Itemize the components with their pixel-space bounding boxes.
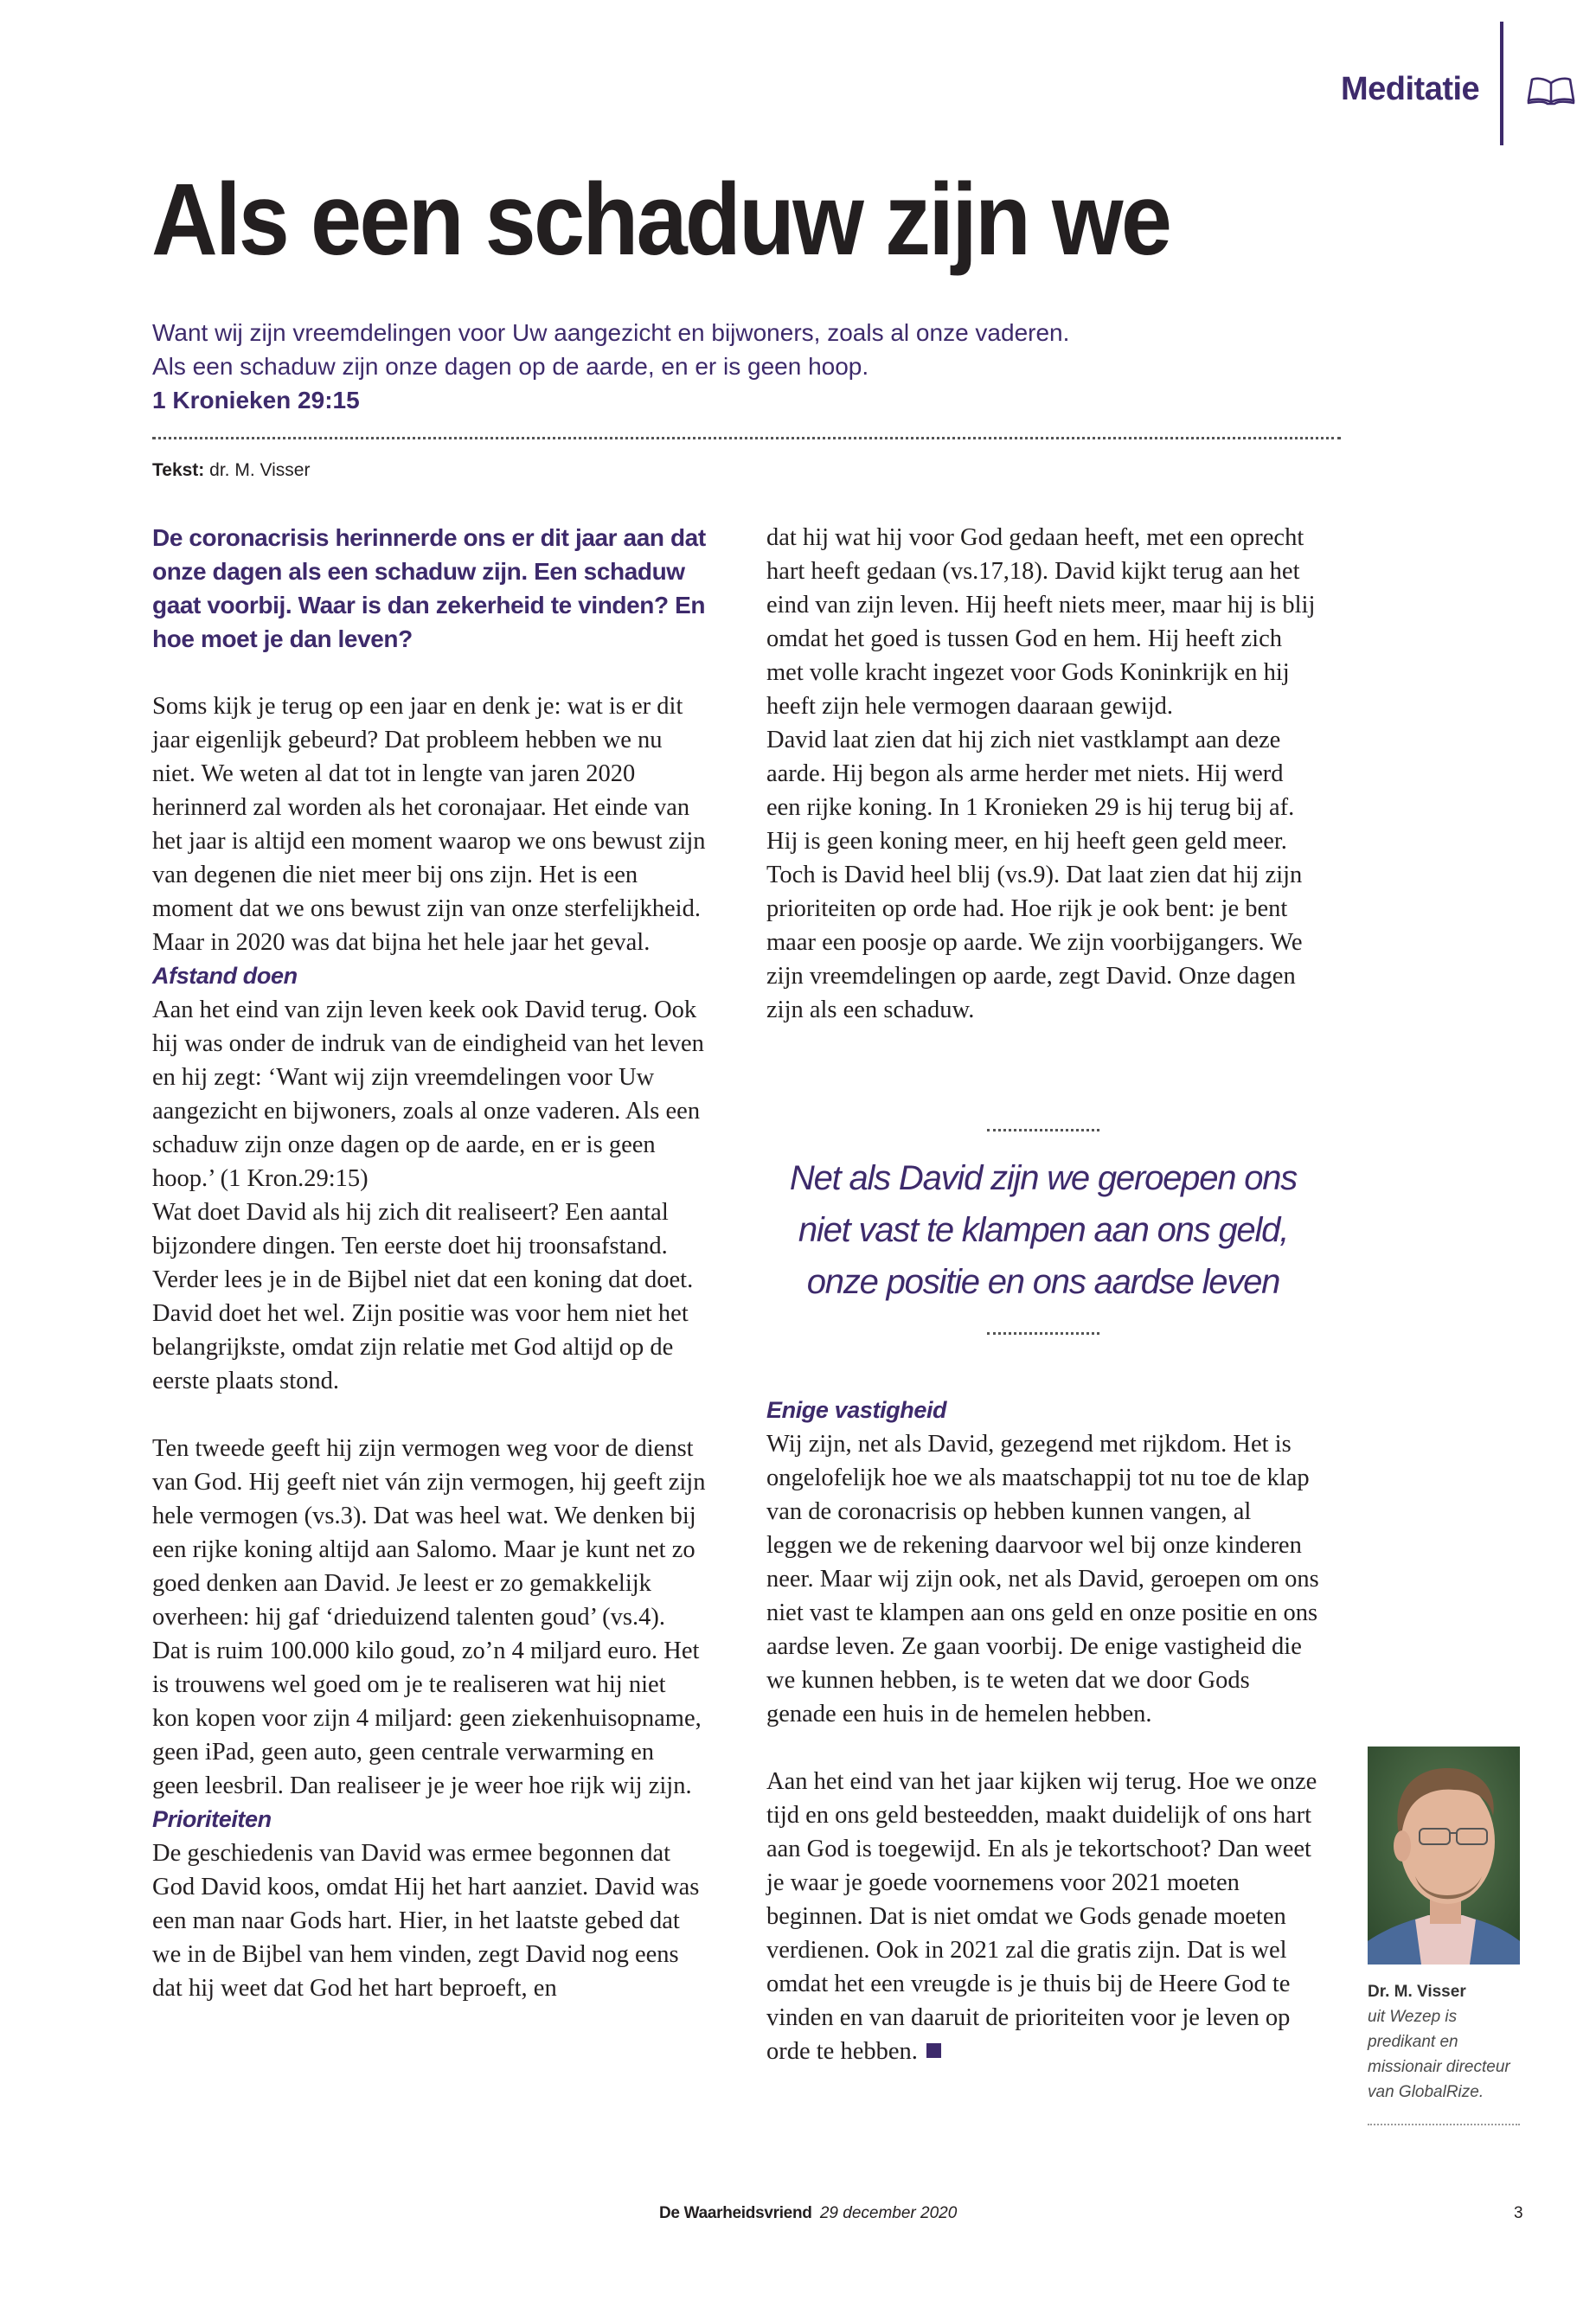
body-paragraph: Aan het eind van zijn leven keek ook David terug. Ook hij was onder de indruk van de eindigheid van het leven en hij zegt: ‘Want wij zijn vreemdelingen voor Uw aangezicht en bijwoners, zoals al onze vaderen. Als een schaduw zijn onze dagen op de aarde, en er is geen hoop.’ (1 Kron.29:15) [152,997,704,1192]
dotted-divider [1368,2124,1520,2125]
dotted-divider [987,1129,1099,1131]
byline-author: dr. M. Visser [209,460,311,480]
subheading: Afstand doen [152,963,298,989]
body-paragraph: Soms kijk je terug op een jaar en denk je: wat is er dit jaar eigenlijk gebeurd? Dat probleem hebben we nu niet. We weten al dat tot in lengte van jaren 2020 herinnerd zal worden als het coronajaar. Het einde van het jaar is altijd een moment waarop we ons bewust zijn van degenen die niet meer bij ons zijn. Het is een moment dat we ons bewust zijn van onze sterfelijkheid. Maar in 2020 was dat bijna het hele jaar het geval. [152,693,706,956]
pull-quote-text: Net als David zijn we geroepen ons niet vast te klampen aan ons geld, onze positie en ons aardse leven [789,1159,1298,1301]
publication-name: De Waarheidsvriend [659,2204,812,2222]
subheading: Prioriteiten [152,1806,272,1832]
author-caption [1368,1979,1523,2105]
byline-label: Tekst: [152,460,205,480]
end-mark-icon [926,2043,941,2058]
portrait-illustration [1368,1747,1520,1965]
article-title: Als een schaduw zijn we [151,163,1170,277]
pull-quote [766,1129,1320,1335]
byline [152,460,310,481]
closing-text: Aan het eind van het jaar kijken wij terug. Hoe we onze tijd en ons geld besteedden, maakt duidelijk of ons hart aan God is toegewijd. En als je tekortschoot? Dan weet je waar je goede voornemens voor 2021 moeten beginnen. Dat is niet omdat we Gods genade moeten verdienen. Ook in 2021 zal die gratis zijn. Dat is wel omdat het een vreugde is je thuis bij de Heere God te vinden en van daaruit de prioriteiten voor je leven op orde te hebben. [766,1768,1317,2065]
subheading: Enige vastigheid [766,1397,947,1423]
body-paragraph: Wij zijn, net als David, gezegend met rijkdom. Het is ongelofelijk hoe we als maatschappij tot nu toe de klap van de coronacrisis op hebben kunnen vangen, al leggen we de rekening daarvoor wel bij onze kinderen neer. Maar wij zijn ook, net als David, geroepen om ons niet vast te klampen aan ons geld en onze positie en ons aardse leven. Ze gaan voorbij. De enige vastigheid die we kunnen hebben, is te weten dat we door Gods genade een huis in de hemelen hebben. [766,1431,1319,1727]
body-paragraph: De geschiedenis van David was ermee begonnen dat God David koos, omdat Hij het hart aanziet. David was een man naar Gods hart. Hier, in het laatste gebed dat we in de Bijbel van hem vinden, zegt David nog eens dat hij weet dat God het hart beproeft, en [152,1840,700,2002]
body-paragraph: David laat zien dat hij zich niet vastklampt aan deze aarde. Hij begon als arme herder met niets. Hij werd een rijke koning. In 1 Kronieken 29 is hij terug bij af. Hij is geen koning meer, en hij heeft geen geld meer. Toch is David heel blij (vs.9). Dat laat zien dat hij zijn prioriteiten op orde had. Hoe rijk je ook bent: je bent maar een poosje op aarde. We zijn voorbijgangers. We zijn vreemdelingen op aarde, zegt David. Onze dagen zijn als een schaduw. [766,727,1303,1023]
left-column [152,521,706,2005]
header-divider [1500,22,1503,145]
scripture-line: Als een schaduw zijn onze dagen op de aarde, en er is geen hoop. [152,353,869,380]
page-number: 3 [1514,2204,1523,2222]
open-book-icon [1527,76,1575,106]
scripture-quote [152,316,1190,417]
body-paragraph: Ten tweede geeft hij zijn vermogen weg voor de dienst van God. Hij geeft niet ván zijn vermogen, hij geeft zijn hele vermogen (vs.3). Dat was heel wat. We denken bij een rijke koning altijd aan Salomo. Maar je kunt net zo goed denken aan David. Je leest er zo gemakkelijk overheen: hij gaf ‘drieduizend talenten goud’ (vs.4). Dat is ruim 100.000 kilo goud, zo’n 4 miljard euro. Het is trouwens wel goed om je te realiseren wat hij niet kon kopen voor zijn 4 miljard: geen ziekenhuisopname, geen iPad, geen auto, geen centrale verwarming en geen leesbril. Dan realiseer je je weer hoe rijk wij zijn. [152,1435,706,1799]
author-description: uit Wezep is predikant en missionair directeur van GlobalRize. [1368,2008,1510,2101]
author-photo [1368,1747,1520,1965]
body-paragraph: Wat doet David als hij zich dit realiseert? Een aantal bijzondere dingen. Ten eerste doet hij troonsafstand. Verder lees je in de Bijbel niet dat een koning dat doet. David doet het wel. Zijn positie was voor hem niet het belangrijkste, omdat zijn relatie met God altijd op de eerste plaats stond. [152,1199,694,1394]
right-column [766,521,1320,1027]
section-label: Meditatie [1341,71,1480,107]
page-footer [659,2204,957,2223]
lead-paragraph: De coronacrisis herinnerde ons er dit jaar aan dat onze dagen als een schaduw zijn. Een schaduw gaat voorbij. Waar is dan zekerheid te vinden? En hoe moet je dan leven? [152,524,706,652]
dotted-divider [987,1332,1099,1335]
right-column-continued [766,1394,1320,2068]
issue-date: 29 december 2020 [819,2204,958,2222]
body-paragraph: dat hij wat hij voor God gedaan heeft, met een oprecht hart heeft gedaan (vs.17,18). David kijkt terug aan het eind van zijn leven. Hij heeft niets meer, maar hij is blij omdat het goed is tussen God en hem. Hij heeft zich met volle kracht ingezet voor Gods Koninkrijk en hij heeft zijn hele vermogen daaraan gewijd. [766,524,1316,720]
author-name: Dr. M. Visser [1368,1983,1466,2001]
dotted-divider [152,437,1341,439]
scripture-reference: 1 Kronieken 29:15 [152,387,360,413]
body-paragraph [766,1765,1320,2068]
scripture-line: Want wij zijn vreemdelingen voor Uw aangezicht en bijwoners, zoals al onze vaderen. [152,319,1070,346]
